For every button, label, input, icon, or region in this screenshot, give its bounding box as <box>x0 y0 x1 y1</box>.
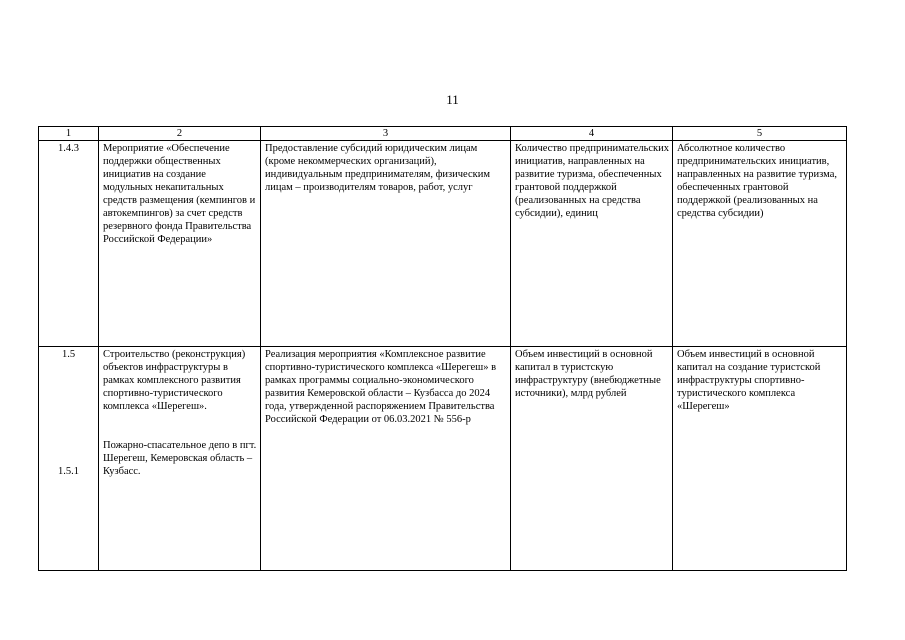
page-number: 11 <box>446 92 459 107</box>
header-cell-2: 2 <box>99 127 261 141</box>
row-number-cell: 1.4.3 <box>39 141 99 347</box>
sub-row-number: 1.5.1 <box>58 466 79 477</box>
table-row <box>39 141 847 347</box>
row-number: 1.5 <box>61 349 76 360</box>
header-cell-3: 3 <box>261 127 511 141</box>
sub-event-name: Пожарно-спасательное депо в пгт. Шерегеш, Кемеровская область – Кузбасс. <box>103 440 257 477</box>
header-cell-4: 4 <box>511 127 673 141</box>
event-name: Строительство (реконструкция) объектов инфраструктуры в рамках комплексного развития спортивно-туристического комплекса «Шерегеш». <box>103 349 246 412</box>
header-cell-1: 1 <box>39 127 99 141</box>
mechanism-cell: Предоставление субсидий юридическим лицам (кроме некоммерческих организаций), индивидуальным предпринимателям, физическим лицам – производителям товаров, работ, услуг <box>261 141 511 347</box>
table-header-row <box>39 127 847 141</box>
event-name-cell: Мероприятие «Обеспечение поддержки общественных инициатив на создание модульных некапитальных средств размещения (кемпингов и автокемпингов) за счет средств резервного фонда Правительства Российской Федерации» <box>99 141 261 347</box>
mechanism-cell: Реализация мероприятия «Комплексное развитие спортивно-туристического комплекса «Шерегеш» в рамках программы социально-экономического развития Кемеровской области – Кузбасса до 2024 года, утвержденной распоряжением Правительства Российской Федерации от 06.03.2021 № 556-р <box>261 347 511 571</box>
table-row <box>39 347 847 571</box>
indicator-cell: Количество предпринимательских инициатив, направленных на развитие туризма, обеспеченных грантовой поддержкой (реализованных на средства субсидии), единиц <box>511 141 673 347</box>
header-cell-5: 5 <box>673 127 847 141</box>
indicator-cell: Объем инвестиций в основной капитал в туристскую инфраструктуру (внебюджетные источники), млрд рублей <box>511 347 673 571</box>
document-table <box>38 126 847 571</box>
event-name-cell <box>99 347 261 571</box>
indicator-description-cell: Объем инвестиций в основной капитал на создание туристской инфраструктуры спортивно-туристического комплекса «Шерегеш» <box>673 347 847 571</box>
row-number-cell <box>39 347 99 571</box>
indicator-description-cell: Абсолютное количество предпринимательских инициатив, направленных на развитие туризма, обеспеченных грантовой поддержкой (реализованных на средства субсидии) <box>673 141 847 347</box>
